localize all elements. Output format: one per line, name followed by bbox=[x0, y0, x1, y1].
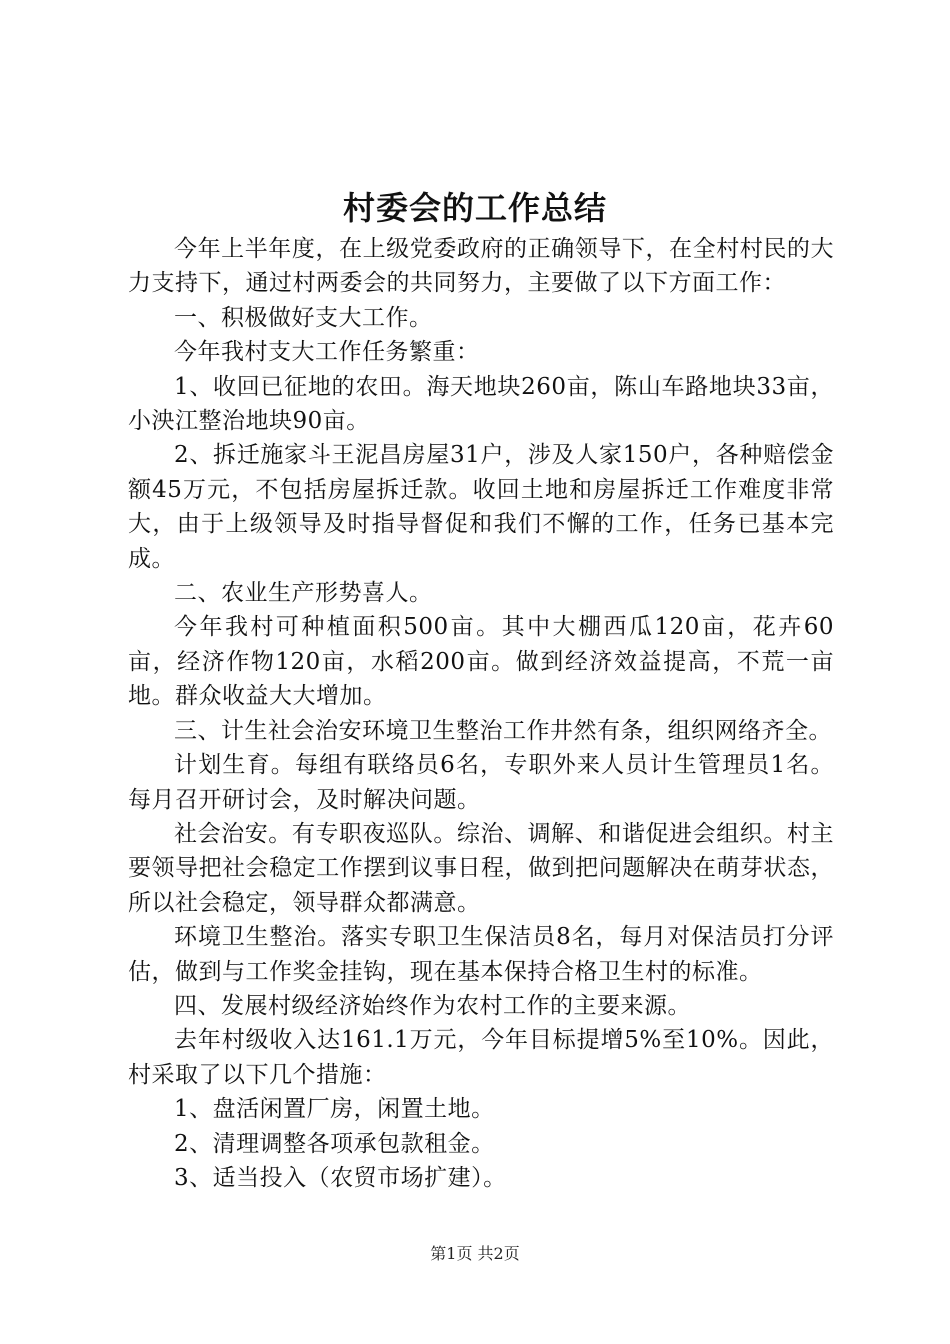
section-heading-3: 三、计生社会治安环境卫生整治工作井然有条，组织网络齐全。 bbox=[174, 717, 832, 744]
section-heading-1: 一、积极做好支大工作。 bbox=[174, 304, 433, 331]
list-item: 3、适当投入（农贸市场扩建）。 bbox=[174, 1164, 507, 1191]
list-item: 1、盘活闲置厂房，闲置土地。 bbox=[174, 1096, 495, 1123]
paragraph: 去年村级收入达161.1万元，今年目标提增5%至10%。因此，村采取了以下几个措施： bbox=[128, 1027, 834, 1088]
paragraph: 计划生育。每组有联络员6名，专职外来人员计生管理员1名。每月召开研讨会，及时解决问题。 bbox=[128, 752, 834, 813]
paragraph-intro: 今年上半年度，在上级党委政府的正确领导下，在全村村民的大力支持下，通过村两委会的共同努力，主要做了以下方面工作： bbox=[128, 236, 834, 297]
document-body bbox=[128, 232, 834, 1195]
list-item: 2、清理调整各项承包款租金。 bbox=[174, 1130, 495, 1157]
document-title: 村委会的工作总结 bbox=[342, 189, 607, 227]
section-heading-4: 四、发展村级经济始终作为农村工作的主要来源。 bbox=[174, 992, 691, 1019]
section-heading-2: 二、农业生产形势喜人。 bbox=[174, 580, 433, 607]
list-item: 1、收回已征地的农田。海天地块260亩，陈山车路地块33亩，小泱江整治地块90亩。 bbox=[128, 373, 834, 435]
paragraph: 今年我村可种植面积500亩。其中大棚西瓜120亩，花卉60亩，经济作物120亩，水稻200亩。做到经济效益提高，不荒一亩地。群众收益大大增加。 bbox=[128, 614, 834, 710]
paragraph: 社会治安。有专职夜巡队。综治、调解、和谐促进会组织。村主要领导把社会稳定工作摆到议事日程，做到把问题解决在萌芽状态，所以社会稳定，领导群众都满意。 bbox=[128, 820, 834, 916]
page-footer: 第1页 共2页 bbox=[430, 1244, 520, 1263]
paragraph: 环境卫生整治。落实专职卫生保洁员8名，每月对保洁员打分评估，做到与工作奖金挂钩，现在基本保持合格卫生村的标准。 bbox=[128, 924, 834, 985]
list-item: 2、拆迁施家斗王泥昌房屋31户，涉及人家150户，各种赔偿金额45万元，不包括房屋拆迁款。收回土地和房屋拆迁工作难度非常大，由于上级领导及时指导督促和我们不懈的工作，任务已基本完成。 bbox=[128, 442, 834, 572]
paragraph: 今年我村支大工作任务繁重： bbox=[174, 339, 480, 366]
